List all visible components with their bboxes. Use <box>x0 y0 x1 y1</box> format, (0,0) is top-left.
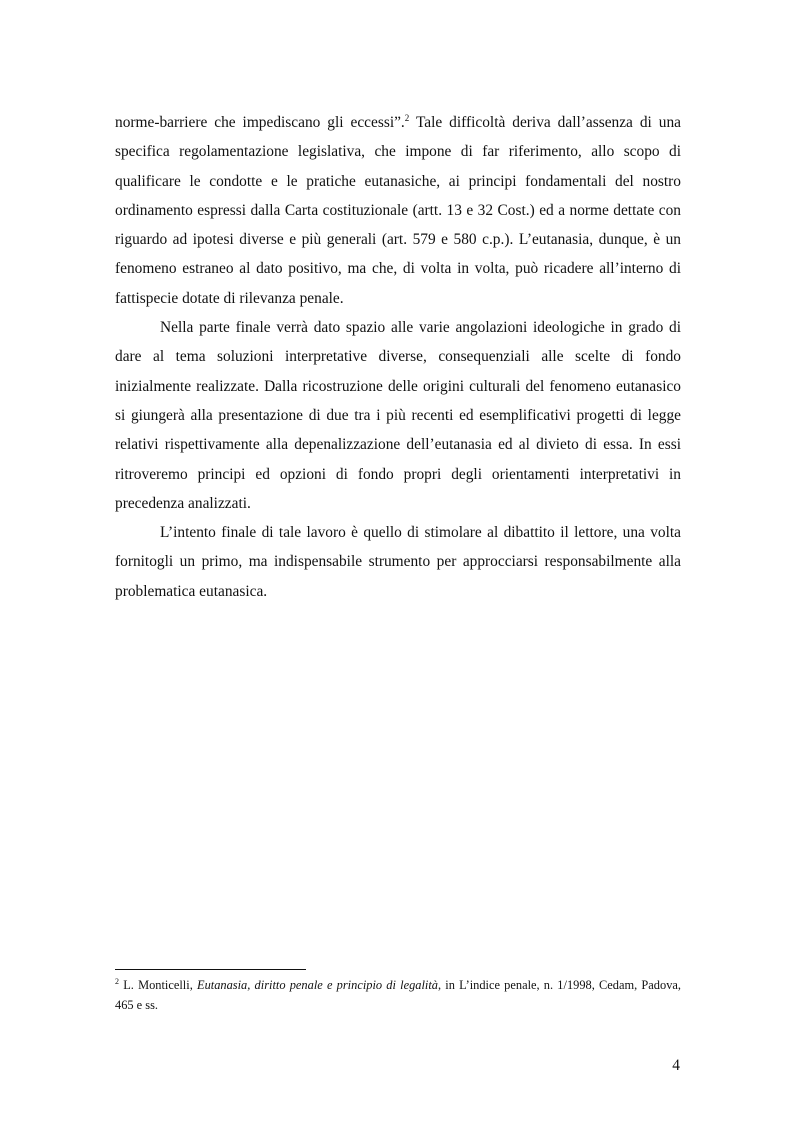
paragraph-2: Nella parte finale verrà dato spazio alle varie angolazioni ideologiche in grado di dare al tema soluzioni interpretative diverse, consequenziali alle scelte di fondo inizialmente realizzate. Dalla ricostruzione delle origini culturali del fenomeno eutanasico si giungerà alla presentazione di due tra i più recenti ed esemplificativi progetti di legge relativi rispettivamente alla depenalizzazione dell’eutanasia ed al divieto di essa. In essi ritroveremo principi ed opzioni di fondo propri degli orientamenti interpretativi in precedenza analizzati. <box>115 319 681 512</box>
footnote-citation: , in L’indice penale, n. 1/1998, Cedam, Padova, 465 e ss. <box>115 978 681 1012</box>
footnote-number: 2 <box>115 977 119 986</box>
paragraph-1-start: norme-barriere che impediscano gli eccessi”. <box>115 114 405 131</box>
footnote <box>115 976 681 1015</box>
body-text <box>115 108 681 606</box>
paragraph-3: L’intento finale di tale lavoro è quello di stimolare al dibattito il lettore, una volta fornitogli un primo, ma indispensabile strumento per approcciarsi responsabilmente alla problematica eutanasica. <box>115 524 681 600</box>
footnote-reference[interactable]: 2 <box>404 113 410 123</box>
paragraph-1-rest: Tale difficoltà deriva dall’assenza di una specifica regolamentazione legislativa, che impone di far riferimento, allo scopo di qualificare le condotte e le pratiche eutanasiche, ai principi fondamentali del nostro ordinamento espressi dalla Carta costituzionale (artt. 13 e 32 Cost.) ed a norme dettate con riguardo ad ipotesi diverse e più generali (art. 579 e 580 c.p.). L’eutanasia, dunque, è un fenomeno estraneo al dato positivo, ma che, di volta in volta, può ricadere all’interno di fattispecie dotate di rilevanza penale. <box>115 114 681 307</box>
footnote-author: L. Monticelli, <box>119 978 197 992</box>
footnote-title: Eutanasia, diritto penale e principio di legalità <box>197 978 438 992</box>
page-number: 4 <box>672 1057 680 1074</box>
footnote-separator <box>115 969 306 970</box>
paragraph-1 <box>115 108 681 313</box>
